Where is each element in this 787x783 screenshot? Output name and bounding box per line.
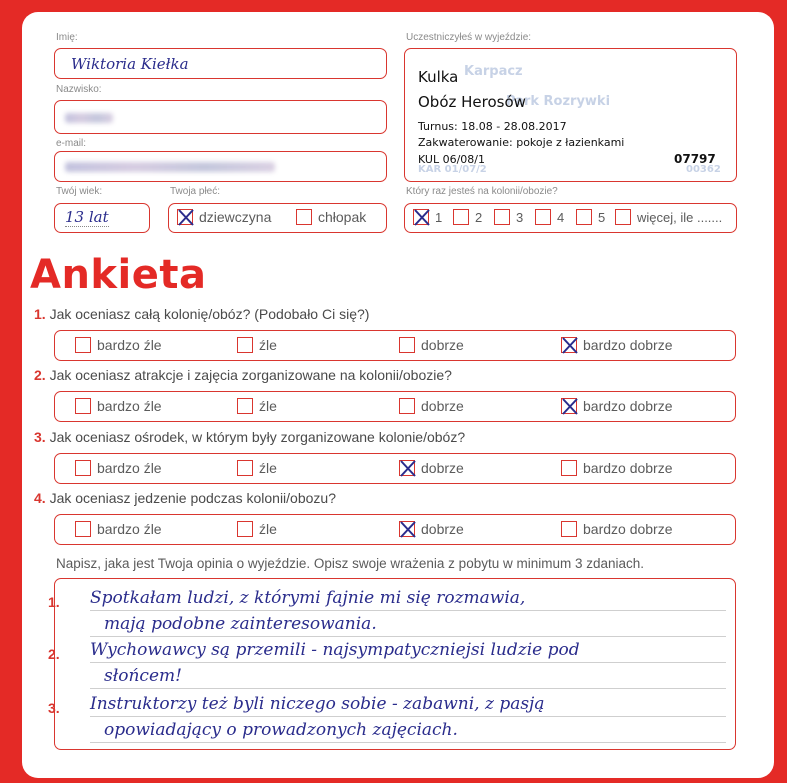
visit-label: Który raz jesteś na kolonii/obozie? [406, 186, 558, 197]
visit-option-4[interactable]: 4 [535, 209, 564, 225]
trip-code: KUL 06/08/1 [418, 153, 485, 166]
question-1-option-2[interactable]: źle [237, 337, 277, 353]
question-1-options [54, 330, 736, 361]
writing-line [90, 610, 726, 611]
question-4-options [54, 514, 736, 545]
question-3-option-3[interactable]: dobrze [399, 460, 464, 476]
visit-option-3[interactable]: 3 [494, 209, 523, 225]
name-label: Imię: [56, 32, 78, 43]
opinion-item-3-line-2: opowiadający o prowadzonych zajęciach. [104, 720, 458, 740]
name-field[interactable] [54, 48, 387, 79]
checkbox[interactable] [75, 398, 91, 414]
checkbox[interactable] [237, 521, 253, 537]
opinion-item-2-line-1: Wychowawcy są przemili - najsympatyczniejsi ludzie pod [90, 640, 580, 660]
gender-option-boy[interactable]: chłopak [296, 209, 366, 225]
trip-card: Karpacz Park Rozrywki KAR 01/07/2 00362 Kulka Obóz Herosów Turnus: 18.08 - 28.08.2017 Zakwaterowanie: pokoje z łazienkami KUL 06/08/1 07797 [418, 64, 721, 175]
question-3-option-4[interactable]: bardzo dobrze [561, 460, 673, 476]
question-2-option-4[interactable]: bardzo dobrze [561, 398, 673, 414]
opinion-item-2-line-2: słońcem! [104, 666, 182, 686]
opinion-item-3-line-1: Instruktorzy też byli niczego sobie - zabawni, z pasją [90, 694, 545, 714]
email-field[interactable] [54, 151, 387, 182]
checkbox[interactable] [75, 337, 91, 353]
question-1-option-3[interactable]: dobrze [399, 337, 464, 353]
question-1-option-1[interactable]: bardzo źle [75, 337, 162, 353]
visit-option-5[interactable]: 5 [576, 209, 605, 225]
trip-turnus: Turnus: 18.08 - 28.08.2017 [418, 120, 567, 133]
opinion-item-1-line-2: mają podobne zainteresowania. [104, 614, 377, 634]
question-4-option-4[interactable]: bardzo dobrze [561, 521, 673, 537]
question-3-options [54, 453, 736, 484]
checkbox[interactable] [399, 337, 415, 353]
trip-line2: Obóz Herosów [418, 93, 526, 111]
writing-line [90, 662, 726, 663]
trip-line1: Kulka [418, 68, 459, 86]
opinion-item-3-num: 3. [48, 700, 60, 716]
checkbox[interactable] [561, 521, 577, 537]
question-3-option-2[interactable]: źle [237, 460, 277, 476]
question-2-option-2[interactable]: źle [237, 398, 277, 414]
page-title: Ankieta [30, 252, 207, 298]
checkbox-checked[interactable] [399, 521, 415, 537]
writing-line [90, 742, 726, 743]
question-4-option-2[interactable]: źle [237, 521, 277, 537]
opinion-item-1-line-1: Spotkałam ludzi, z którymi fajnie mi się rozmawia, [90, 588, 526, 608]
writing-line [90, 636, 726, 637]
checkbox[interactable] [75, 460, 91, 476]
question-2-text: 2. Jak oceniasz atrakcje i zajęcia zorganizowane na kolonii/obozie? [34, 367, 452, 383]
name-value: Wiktoria Kiełka [71, 55, 189, 73]
visit-option-more[interactable]: więcej, ile ....... [615, 209, 722, 225]
opinion-prompt: Napisz, jaka jest Twoja opinia o wyjeździe. Opisz swoje wrażenia z pobytu w minimum 3 zdaniach. [56, 556, 645, 571]
checkbox[interactable] [561, 460, 577, 476]
email-label: e-mail: [56, 138, 87, 149]
question-4-text: 4. Jak oceniasz jedzenie podczas kolonii/obozu? [34, 490, 336, 506]
surname-redacted [65, 113, 113, 123]
trip-zakw: Zakwaterowanie: pokoje z łazienkami [418, 136, 625, 149]
checkbox[interactable] [237, 460, 253, 476]
question-4-option-1[interactable]: bardzo źle [75, 521, 162, 537]
question-1-text: 1. Jak oceniasz całą kolonię/obóz? (Podobało Ci się?) [34, 306, 370, 322]
trip-label: Uczestniczyłeś w wyjeździe: [406, 32, 532, 43]
gender-field [168, 203, 387, 233]
visit-option-1[interactable]: 1 [413, 209, 442, 225]
surname-label: Nazwisko: [56, 84, 102, 95]
question-1-option-4[interactable]: bardzo dobrze [561, 337, 673, 353]
question-2-options [54, 391, 736, 422]
checkbox-checked[interactable] [561, 398, 577, 414]
visit-option-2[interactable]: 2 [453, 209, 482, 225]
question-3-text: 3. Jak oceniasz ośrodek, w którym były zorganizowane kolonie/obóz? [34, 429, 466, 445]
checkbox[interactable] [296, 209, 312, 225]
checkbox[interactable] [237, 337, 253, 353]
checkbox-checked[interactable] [177, 209, 193, 225]
visit-field [404, 203, 737, 233]
age-label: Twój wiek: [56, 186, 103, 197]
age-field[interactable] [54, 203, 150, 233]
checkbox-checked[interactable] [399, 460, 415, 476]
trip-number: 07797 [674, 152, 716, 166]
question-2-option-3[interactable]: dobrze [399, 398, 464, 414]
writing-line [90, 716, 726, 717]
opinion-item-2-num: 2. [48, 646, 60, 662]
checkbox[interactable] [75, 521, 91, 537]
gender-option-girl[interactable]: dziewczyna [177, 209, 271, 225]
gender-label: Twoja płeć: [170, 186, 221, 197]
surname-field[interactable] [54, 100, 387, 134]
email-redacted [65, 162, 275, 172]
checkbox-checked[interactable] [561, 337, 577, 353]
opinion-item-1-num: 1. [48, 594, 60, 610]
checkbox[interactable] [399, 398, 415, 414]
checkbox[interactable] [237, 398, 253, 414]
age-value: 13 lat [65, 208, 109, 226]
question-2-option-1[interactable]: bardzo źle [75, 398, 162, 414]
question-4-option-3[interactable]: dobrze [399, 521, 464, 537]
writing-line [90, 688, 726, 689]
question-3-option-1[interactable]: bardzo źle [75, 460, 162, 476]
